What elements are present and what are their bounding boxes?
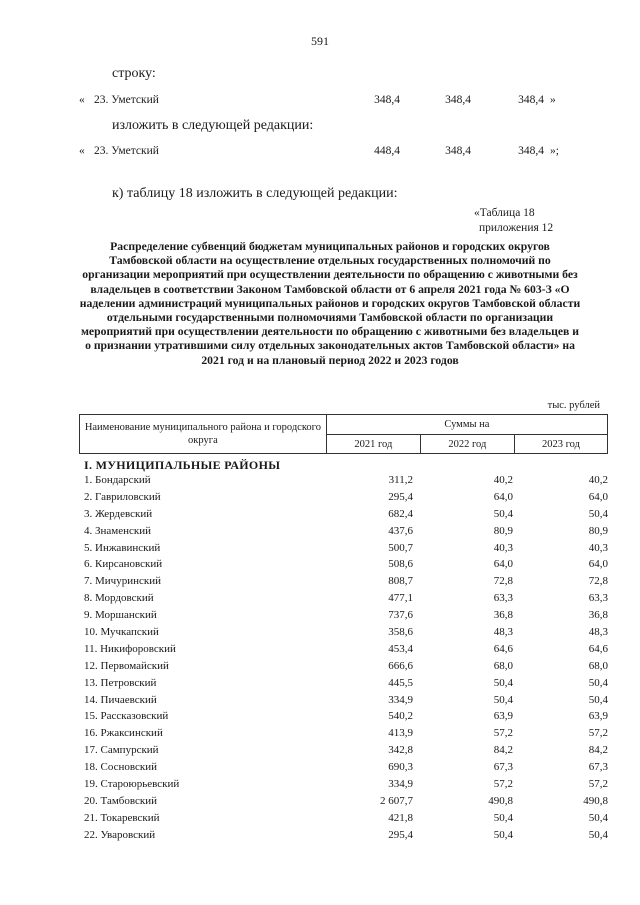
value-2021: 413,9 [388,727,413,740]
table-row [84,575,608,592]
district-name: 1. Бондарский [84,474,151,486]
district-name: 3. Жердевский [84,507,153,520]
value-2022: 40,2 [493,474,513,486]
table-row [84,778,608,795]
value-2022: 67,3 [493,761,513,774]
value-2021: 2 607,7 [380,794,413,807]
district-name: 7. Мичуринский [84,575,161,588]
district-name: 20. Тамбовский [84,794,158,807]
value-2022: 57,2 [493,778,513,791]
table-row [84,727,608,744]
value-2022: 490,8 [488,794,513,807]
value-2022: 84,2 [493,744,513,757]
value-2021: 737,6 [388,609,413,622]
table-row [84,829,608,846]
value-2023: 64,6 [588,642,608,655]
district-name: 13. Петровский [84,676,157,689]
table-row [84,626,608,643]
table-row [84,508,608,525]
value-2021: 334,9 [388,693,413,706]
amendment-line-2: изложить в следующей редакции: [112,118,314,133]
value-2022: 50,4 [493,507,513,520]
value-2022: 57,2 [493,727,513,740]
table-row [84,474,608,491]
table-row [84,592,608,609]
value-2023: 50,4 [588,507,608,520]
table-row [84,525,608,542]
table-row [84,744,608,761]
value-2021: 311,2 [388,474,413,486]
table-row [84,491,608,508]
units-label: тыс. рублей [547,400,600,411]
header-2021: 2021 год [326,435,420,454]
value-2023: 490,8 [583,794,608,807]
district-name: 16. Ржаксинский [84,727,163,740]
district-name: 4. Знаменский [84,524,152,537]
value-2021: 477,1 [388,592,413,605]
value-2023: 40,3 [588,541,608,554]
value-2021: 448,4 [374,145,400,157]
row-list [84,474,608,846]
value-2022: 40,3 [493,541,513,554]
value-2023: 72,8 [588,575,608,588]
table-row [84,643,608,660]
value-2023: 348,4 [518,145,544,157]
value-2022: 64,6 [493,642,513,655]
amendment-line-1: строку: [112,66,156,81]
district-name: 9. Моршанский [84,609,157,622]
district-name: 11. Никифоровский [84,642,176,655]
district-name: 5. Инжавинский [84,541,161,554]
value-2021: 453,4 [388,642,413,655]
header-2022: 2022 год [420,435,514,454]
table-row [84,761,608,778]
value-2022: 36,8 [493,609,513,622]
table-title: Распределение субвенций бюджетам муниципальных районов и городских округов Тамбовской области на осуществление отдельных государственных полномочий по организации мероприятий при осуществлении деятельности по обращению с животными без владельцев в соответствии Законом Тамбовской области от 6 апреля 2021 года № 603-З «О наделении администраций муниципальных районов и городских округов Тамбовской области отдельными государственными полномочиями Тамбовской области по организации мероприятий при осуществлении деятельности по обращению с животными без владельцев и о признании утратившими силу отдельных законодательных актов Тамбовской области» на 2021 год и на плановый период 2022 и 2023 годов [79,240,581,367]
table-row [84,609,608,626]
header-name-column: Наименование муниципального района и городского округа [80,415,327,454]
table-ref-line-1: «Таблица 18 [474,207,535,219]
value-2022: 64,0 [493,490,513,503]
value-2022: 68,0 [493,659,513,672]
value-2023: 57,2 [588,727,608,740]
close-quote: » [550,94,556,106]
value-2023: 50,4 [588,828,608,841]
value-2023: 50,4 [588,693,608,706]
close-quote: »; [550,145,559,157]
value-2023: 348,4 [518,94,544,106]
district-name: 10. Мучкапский [84,626,159,639]
value-2022: 63,9 [493,710,513,723]
value-2021: 334,9 [388,778,413,791]
value-2021: 682,4 [388,507,413,520]
district-name: 23. Уметский [94,145,159,157]
table-row [84,558,608,575]
district-name: 12. Первомайский [84,659,169,672]
value-2023: 68,0 [588,659,608,672]
value-2023: 64,0 [588,558,608,571]
value-2023: 63,9 [588,710,608,723]
district-name: 17. Сампурский [84,744,159,757]
value-2022: 50,4 [493,676,513,689]
value-2022: 50,4 [493,828,513,841]
value-2021: 508,6 [388,558,413,571]
value-2021: 342,8 [388,744,413,757]
district-name: 14. Пичаевский [84,693,157,706]
page-number: 591 [311,34,329,48]
value-2021: 295,4 [388,828,413,841]
value-2023: 63,3 [588,592,608,605]
open-quote: « [79,145,85,157]
table-ref-line-2: приложения 12 [479,222,554,234]
value-2022: 50,4 [493,693,513,706]
value-2022: 80,9 [493,524,513,537]
header-sums: Суммы на [326,415,607,435]
amendment-line-3: к) таблицу 18 изложить в следующей редакции: [112,186,398,201]
value-2021: 348,4 [374,94,400,106]
section-heading: I. МУНИЦИПАЛЬНЫЕ РАЙОНЫ [84,458,281,472]
value-2021: 666,6 [388,659,413,672]
value-2023: 50,4 [588,676,608,689]
value-2023: 36,8 [588,609,608,622]
value-2021: 358,6 [388,626,413,639]
table-body [84,458,608,846]
district-name: 15. Рассказовский [84,710,169,723]
district-name: 22. Уваровский [84,828,156,841]
value-2023: 50,4 [588,811,608,824]
value-2023: 84,2 [588,744,608,757]
value-2022: 348,4 [445,94,471,106]
table-row [84,812,608,829]
value-2021: 808,7 [388,575,413,588]
value-2022: 48,3 [493,626,513,639]
value-2022: 72,8 [493,575,513,588]
district-name: 2. Гавриловский [84,490,161,503]
district-name: 21. Токаревский [84,811,160,824]
value-2021: 421,8 [388,811,413,824]
value-2021: 445,5 [388,676,413,689]
value-2023: 40,2 [588,474,608,486]
value-2021: 690,3 [388,761,413,774]
value-2022: 348,4 [445,145,471,157]
value-2021: 500,7 [388,541,413,554]
table-row [84,795,608,812]
value-2022: 50,4 [493,811,513,824]
value-2022: 64,0 [493,558,513,571]
value-2023: 48,3 [588,626,608,639]
table-row [84,542,608,559]
table-header [79,414,608,454]
open-quote: « [79,94,85,106]
value-2023: 57,2 [588,778,608,791]
value-2022: 63,3 [493,592,513,605]
value-2021: 437,6 [388,524,413,537]
district-name: 19. Староюрьевский [84,778,180,791]
table-row [84,660,608,677]
header-2023: 2023 год [514,435,607,454]
district-name: 18. Сосновский [84,761,158,774]
value-2023: 64,0 [588,490,608,503]
table-row [84,710,608,727]
value-2023: 80,9 [588,524,608,537]
value-2023: 67,3 [588,761,608,774]
value-2021: 540,2 [388,710,413,723]
district-name: 23. Уметский [94,94,159,106]
table-row [84,694,608,711]
district-name: 8. Мордовский [84,592,154,605]
table-reference [474,206,553,236]
table-row [84,677,608,694]
district-name: 6. Кирсановский [84,558,163,571]
value-2021: 295,4 [388,490,413,503]
